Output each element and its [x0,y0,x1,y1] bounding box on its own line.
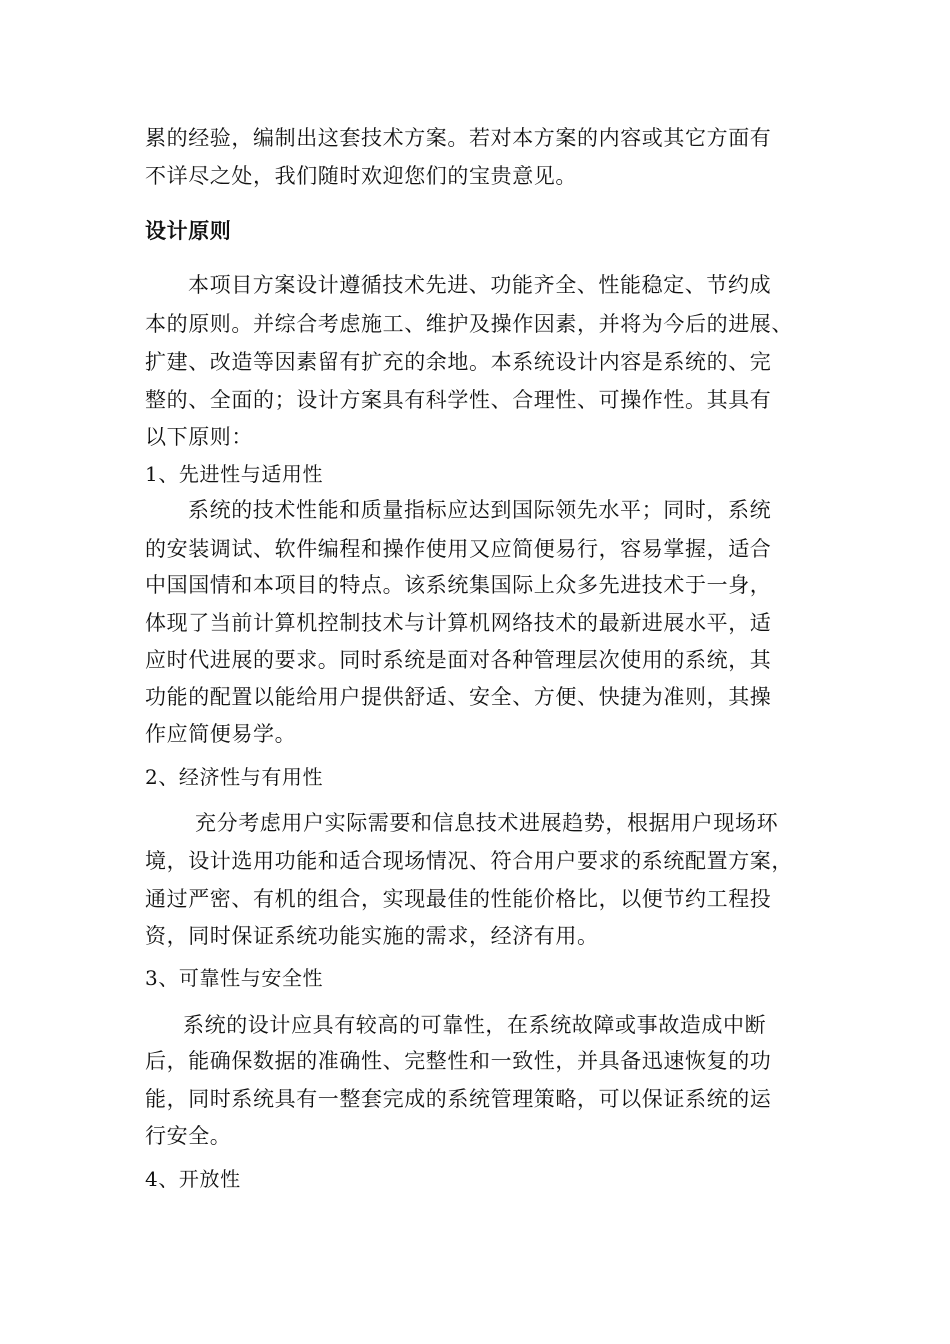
item-2-line-2: 境，设计选用功能和适合现场情况、符合用户要求的系统配置方案， [145,849,793,873]
item-4-title: 4、开放性 [145,1167,241,1191]
principles-intro-line-3: 扩建、改造等因素留有扩充的余地。本系统设计内容是系统的、完 [145,350,772,374]
item-3-line-4: 行安全。 [145,1124,232,1148]
item-1-line-6: 功能的配置以能给用户提供舒适、安全、方便、快捷为准则，其操 [145,685,772,709]
principles-intro-line-1: 本项目方案设计遵循技术先进、功能齐全、性能稳定、节约成 [188,273,772,297]
item-1-line-3: 中国国情和本项目的特点。该系统集国际上众多先进技术于一身， [145,573,772,597]
principles-intro-line-4: 整的、全面的；设计方案具有科学性、合理性、可操作性。其具有 [145,388,772,412]
principles-intro-line-2: 本的原则。并综合考虑施工、维护及操作因素，并将为今后的进展、 [145,312,793,336]
item-2-line-1: 充分考虑用户实际需要和信息技术进展趋势，根据用户现场环 [195,811,779,835]
item-3-line-1: 系统的设计应具有较高的可靠性，在系统故障或事故造成中断 [183,1013,767,1037]
item-1-line-1: 系统的技术性能和质量指标应达到国际领先水平；同时，系统 [188,498,772,522]
intro-line-1: 累的经验，编制出这套技术方案。若对本方案的内容或其它方面有 [145,126,772,150]
item-2-line-3: 通过严密、有机的组合，实现最佳的性能价格比，以便节约工程投 [145,887,772,911]
item-3-line-2: 后，能确保数据的准确性、完整性和一致性，并具备迅速恢复的功 [145,1049,772,1073]
item-3-line-3: 能，同时系统具有一整套完成的系统管理策略，可以保证系统的运 [145,1087,772,1111]
item-1-line-7: 作应简便易学。 [145,722,297,746]
item-1-line-5: 应时代进展的要求。同时系统是面对各种管理层次使用的系统，其 [145,648,772,672]
item-2-title: 2、经济性与有用性 [145,765,324,789]
section-heading-design-principles: 设计原则 [145,219,232,243]
item-1-title: 1、先进性与适用性 [145,462,324,486]
item-3-title: 3、可靠性与安全性 [145,966,324,990]
intro-line-2: 不详尽之处，我们随时欢迎您们的宝贵意见。 [145,164,577,188]
item-1-line-4: 体现了当前计算机控制技术与计算机网络技术的最新进展水平，适 [145,611,772,635]
item-2-line-4: 资，同时保证系统功能实施的需求，经济有用。 [145,924,599,948]
item-1-line-2: 的安装调试、软件编程和操作使用又应简便易行，容易掌握，适合 [145,537,772,561]
principles-intro-line-5: 以下原则： [145,425,253,449]
